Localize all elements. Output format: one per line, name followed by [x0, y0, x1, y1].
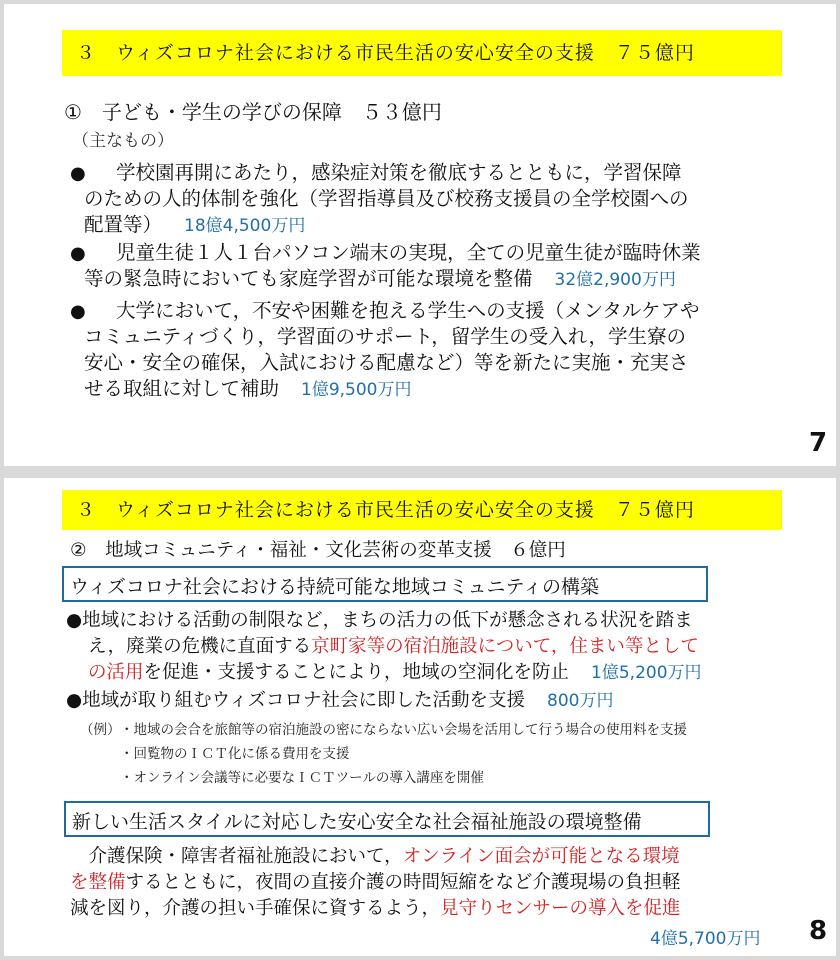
examples-list: [120, 718, 687, 790]
welfare-highlight-1: オンライン面会が可能となる環境: [402, 846, 680, 867]
community-bullet-1-line-3: を促進・支援することにより，地域の空洞化を防止: [143, 662, 570, 683]
section-banner: ３ ウィズコロナ社会における市民生活の安心安全の支援 ７５億円: [62, 30, 782, 76]
bullet-3-line-3: 安心・安全の確保，入試における配慮など）等を新たに実施・充実さ: [84, 351, 689, 374]
welfare-line-1: 介護保険・障害者福祉施設において，: [70, 846, 403, 867]
bullet-3-line-4: せる取組に対して補助: [84, 377, 280, 400]
slide-8: [4, 478, 836, 956]
example-item: ・オンライン会議等に必要なＩＣＴツールの導入講座を開催: [120, 770, 484, 786]
bullet-2: [84, 240, 701, 293]
welfare-highlight-3: 見守りセンサーの導入を促進: [440, 898, 681, 919]
examples-label: （例）: [80, 722, 121, 738]
community-bullet-1-line-2a: え，廃業の危機に直面する: [88, 636, 312, 657]
bullet-1: [84, 160, 689, 239]
section-box-community: ウィズコロナ社会における持続可能な地域コミュニティの構築: [62, 566, 708, 602]
bullet-3-amount: 1億9,500万円: [301, 380, 412, 400]
subsection-title: ① 子ども・学生の学びの保障 ５３億円: [64, 100, 442, 124]
bullet-2-amount: 32億2,900万円: [554, 270, 676, 290]
bullet-1-line-3: 配置等）: [84, 213, 163, 236]
section-box-welfare: 新しい生活スタイルに対応した安心安全な社会福祉施設の環境整備: [64, 801, 710, 837]
bullet-3: [84, 298, 699, 403]
slide-7: [4, 4, 836, 466]
welfare-highlight-2: を整備: [70, 872, 126, 893]
bullet-icon: ●: [70, 163, 86, 184]
community-bullet-2-amount: 800万円: [547, 691, 614, 711]
main-items-note: （主なもの）: [72, 131, 174, 151]
bullet-2-line-2: 等の緊急時においても家庭学習が可能な環境を整備: [84, 267, 533, 290]
bullet-2-line-1: 児童生徒１人１台パソコン端末の実現，全ての児童生徒が臨時休業: [116, 241, 701, 264]
section-banner: ３ ウィズコロナ社会における市民生活の安心安全の支援 ７５億円: [62, 490, 782, 530]
welfare-amount: 4億5,700万円: [650, 929, 761, 949]
bullet-1-amount: 18億4,500万円: [184, 216, 306, 236]
bullet-3-line-2: コミュニティづくり，学習面のサポート，留学生の受入れ，学生寮の: [84, 325, 686, 348]
page-number: 8: [809, 916, 828, 946]
community-bullet-2-text: ●地域が取り組むウィズコロナ社会に即した活動を支援: [66, 690, 526, 711]
community-bullet-1-highlight: 京町家等の宿泊施設について，住まい等として: [311, 636, 699, 657]
example-item: ・地域の会合を旅館等の宿泊施設の密にならない広い会場を活用して行う場合の使用料を支援: [120, 722, 687, 738]
welfare-line-3: 減を図り，介護の担い手確保に資するよう，: [70, 898, 441, 919]
community-bullet-1: [66, 608, 702, 686]
subsection-title: ② 地域コミュニティ・福祉・文化芸術の変革支援 ６億円: [70, 540, 566, 561]
bullet-1-line-2: のための人的体制を強化（学習指導員及び校務支援員の全学校園への: [84, 187, 689, 210]
community-bullet-1-line-1: ●地域における活動の制限など，まちの活力の低下が懸念される状況を踏ま: [66, 610, 693, 631]
bullet-3-line-1: 大学において，不安や困難を抱える学生への支援（メンタルケアや: [116, 299, 700, 322]
page-number: 7: [809, 428, 828, 458]
welfare-paragraph: [70, 844, 681, 922]
bullet-1-line-1: 学校園再開にあたり，感染症対策を徹底するとともに，学習保障: [116, 161, 682, 184]
community-bullet-2: [66, 688, 614, 714]
welfare-line-2: するとともに，夜間の直接介護の時間短縮をなど介護現場の負担軽: [125, 872, 681, 893]
bullet-icon: ●: [70, 243, 86, 264]
bullet-icon: ●: [70, 301, 86, 322]
example-item: ・回覧物のＩＣＴ化に係る費用を支援: [120, 746, 350, 762]
community-bullet-1-amount: 1億5,200万円: [591, 663, 702, 683]
community-bullet-1-highlight-2: の活用: [88, 662, 144, 683]
